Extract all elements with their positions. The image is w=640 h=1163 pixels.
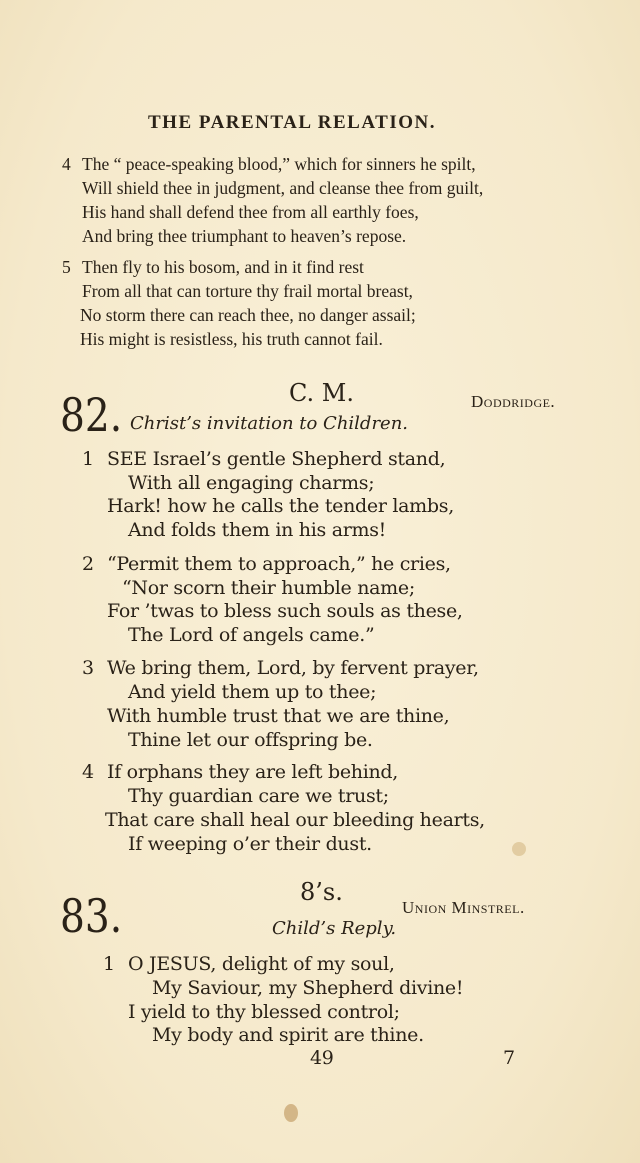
verse-number: 1 <box>103 953 115 975</box>
hymn-author: Doddridge. <box>471 392 556 411</box>
verse-line: With humble trust that we are thine, <box>107 705 450 727</box>
verse-line: O JESUS, delight of my soul, <box>128 953 395 975</box>
verse-line: Hark! how he calls the tender lambs, <box>107 495 454 517</box>
verse-number: 4 <box>82 761 94 783</box>
hymn-author: Union Minstrel. <box>402 898 525 917</box>
verse-line: Then fly to his bosom, and in it find rest <box>82 257 364 277</box>
hymn-meter: C. M. <box>289 379 354 407</box>
signature-mark: 7 <box>503 1047 515 1069</box>
verse-line: If orphans they are left behind, <box>107 761 399 783</box>
verse-line: With all engaging charms; <box>128 472 375 494</box>
verse-number: 3 <box>82 657 94 679</box>
verse-line: And folds them in his arms! <box>128 519 387 541</box>
hymn-meter: 8’s. <box>300 878 343 906</box>
verse-line: We bring them, Lord, by fervent prayer, <box>107 657 479 679</box>
verse-line: SEE Israel’s gentle Shepherd stand, <box>107 448 446 470</box>
page-number: 49 <box>310 1047 334 1069</box>
hymn-number: 82. <box>60 388 123 442</box>
verse-line: And yield them up to thee; <box>128 681 377 703</box>
verse-number: 5 <box>62 257 71 277</box>
verse-line: From all that can torture thy frail mortal breast, <box>82 281 413 301</box>
verse-line: And bring thee triumphant to heaven’s repose. <box>82 226 407 246</box>
hymn-number: 83. <box>60 889 123 943</box>
verse-line: That care shall heal our bleeding hearts, <box>105 809 485 831</box>
verse-line: “Nor scorn their humble name; <box>122 577 415 599</box>
verse-line: His hand shall defend thee from all earthly foes, <box>82 202 419 222</box>
hymn-title: Child’s Reply. <box>272 918 397 939</box>
verse-line: For ’twas to bless such souls as these, <box>107 600 463 622</box>
verse-line: The Lord of angels came.” <box>128 624 375 646</box>
verse-line: Will shield thee in judgment, and cleanse thee from guilt, <box>82 178 484 198</box>
verse-line: Thy guardian care we trust; <box>128 785 389 807</box>
verse-line: My Saviour, my Shepherd divine! <box>152 977 464 999</box>
hymn-title: Christ’s invitation to Children. <box>130 413 409 434</box>
verse-number: 2 <box>82 553 94 575</box>
paper-stain <box>512 842 526 856</box>
running-header: THE PARENTAL RELATION. <box>148 112 436 133</box>
paper-stain <box>284 1104 298 1122</box>
verse-line: My body and spirit are thine. <box>152 1024 424 1046</box>
verse-line: If weeping o’er their dust. <box>128 833 372 855</box>
verse-line: His might is resistless, his truth cannot fail. <box>80 329 383 349</box>
verse-line: “Permit them to approach,” he cries, <box>107 553 451 575</box>
verse-number: 1 <box>82 448 94 470</box>
verse-number: 4 <box>62 154 71 174</box>
verse-line: No storm there can reach thee, no danger assail; <box>80 305 416 325</box>
verse-line: Thine let our offspring be. <box>128 729 373 751</box>
verse-line: I yield to thy blessed control; <box>128 1001 400 1023</box>
verse-line: The “ peace-speaking blood,” which for sinners he spilt, <box>82 154 476 174</box>
